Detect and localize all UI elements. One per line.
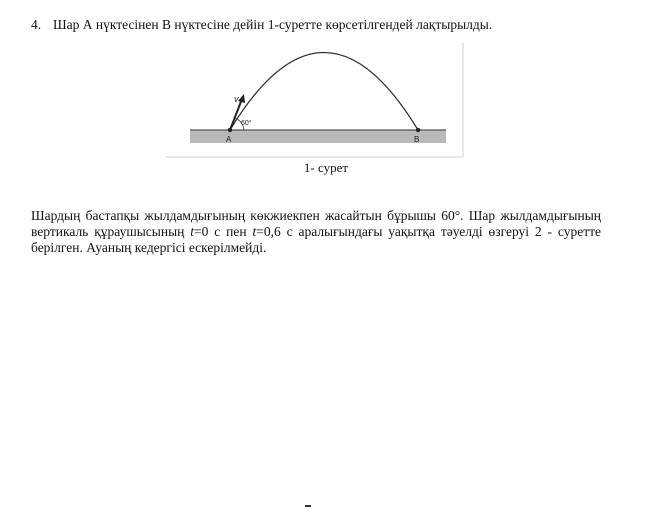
trajectory-diagram xyxy=(166,43,464,158)
paragraph-line-3: тәуелді өзгеруі 2 - суретте берілген. Ауаның кедергісі ескерілмейді. xyxy=(31,224,602,255)
page-bottom-mark xyxy=(305,505,311,507)
paragraph-line-2-pre: жылдамдығының вертикаль құраушысының xyxy=(31,208,602,239)
question-4 xyxy=(31,17,492,33)
point-b-label: B xyxy=(414,135,420,144)
point-a-label: A xyxy=(226,135,232,144)
point-a-dot xyxy=(228,128,232,132)
time-symbol-1: t xyxy=(190,224,195,239)
angle-label: 60° xyxy=(241,120,252,127)
problem-paragraph xyxy=(31,208,601,256)
trajectory-arc xyxy=(230,53,418,131)
question-text: Шар А нүктесінен В нүктесіне дейін 1-суретте көрсетілгендей лақтырылды. xyxy=(53,17,493,32)
cut-off-text-top xyxy=(31,0,34,7)
question-number: 4. xyxy=(31,17,42,32)
figure-1-caption: 1- сурет xyxy=(303,160,349,175)
paragraph-line-1: Шардың бастапқы жылдамдығының көкжиекпен жасайтын бұрышы 60°. Шар xyxy=(31,208,496,223)
paragraph-line-2-mid: =0 с пен xyxy=(194,224,253,239)
point-b-dot xyxy=(416,128,420,132)
time-symbol-2: t xyxy=(252,224,257,239)
velocity-arrowhead xyxy=(238,94,245,103)
velocity-label: v xyxy=(234,94,239,104)
figure-1-trajectory xyxy=(166,43,464,158)
paragraph-line-2-post: =0,6 с аралығындағы уақытқа xyxy=(256,224,435,239)
